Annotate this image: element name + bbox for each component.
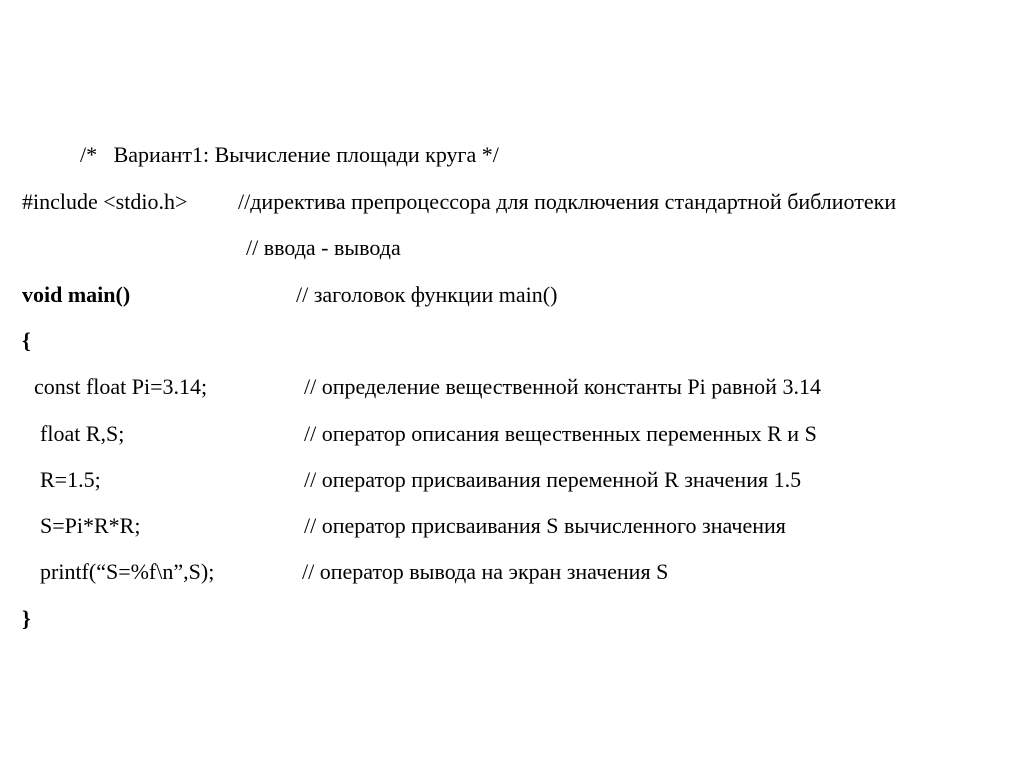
- printf-comment: // оператор вывода на экран значения S: [302, 559, 669, 584]
- program-title-comment: /* Вариант1: Вычисление площади круга */: [80, 142, 499, 167]
- include-directive: #include <stdio.h>: [22, 189, 188, 214]
- include-comment: //директива препроцессора для подключения стандартной библиотеки: [238, 189, 897, 214]
- opening-brace: {: [22, 328, 31, 353]
- const-declaration: const float Pi=3.14;: [34, 374, 208, 399]
- area-comment: // оператор присваивания S вычисленного значения: [304, 513, 786, 538]
- radius-comment: // оператор присваивания переменной R значения 1.5: [304, 467, 802, 492]
- include-comment-continuation: // ввода - вывода: [246, 235, 401, 260]
- variable-comment: // оператор описания вещественных переменных R и S: [304, 421, 817, 446]
- main-header-comment: // заголовок функции main(): [296, 282, 558, 307]
- variable-declaration: float R,S;: [40, 421, 125, 446]
- const-comment: // определение вещественной константы Pi равной 3.14: [304, 374, 821, 399]
- closing-brace: }: [22, 606, 31, 631]
- main-function-header: void main(): [22, 282, 131, 307]
- area-assignment: S=Pi*R*R;: [40, 513, 141, 538]
- radius-assignment: R=1.5;: [40, 467, 101, 492]
- printf-statement: printf(“S=%f\n”,S);: [40, 559, 215, 584]
